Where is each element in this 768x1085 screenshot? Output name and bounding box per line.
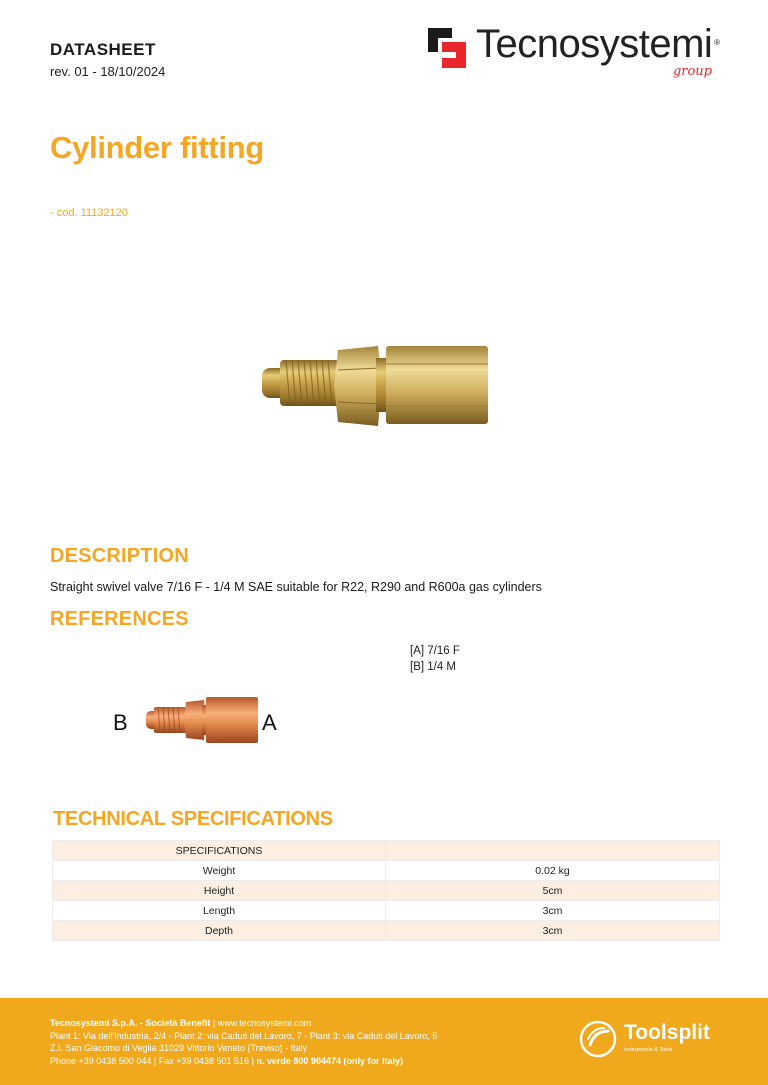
product-code: - cod. 11132120 bbox=[50, 207, 128, 219]
description-heading: DESCRIPTION bbox=[50, 545, 189, 567]
spec-name: Height bbox=[53, 881, 386, 901]
revision-date: rev. 01 - 18/10/2024 bbox=[50, 64, 166, 79]
logo-group-text: group bbox=[672, 64, 712, 79]
table-header-row bbox=[53, 841, 720, 861]
reference-item-b: [B] 1/4 M bbox=[410, 661, 457, 673]
company-name: Tecnosystemi S.p.A. - Società Benefit bbox=[50, 1018, 211, 1028]
spec-name: Depth bbox=[53, 921, 386, 941]
phone-number: Phone +39 0438 500 044 bbox=[50, 1055, 152, 1066]
fax-number: Fax +39 0438 501 516 bbox=[158, 1055, 250, 1066]
table-header-value bbox=[386, 841, 720, 861]
company-contact-info: Tecnosystemi S.p.A. - Società Benefit | www.tecnosystemi.com Plant 1: Via dell'Industria, 2/4 - Plant 2: via Caduti del Lavoro, 7 - Plant 3: via Caduti del Lavoro, 5 Z.I. San Giacomo di Veglia 31029 Vittorio Veneto (Treviso) - Italy Phone +39 0438 500 044 | Fax +39 0438 501 516 | n. verde 800 904474 (only for Italy) bbox=[50, 1018, 438, 1066]
description-text: Straight swivel valve 7/16 F - 1/4 M SAE suitable for R22, R290 and R600a gas cylinders bbox=[50, 580, 542, 594]
reference-label-b: B bbox=[113, 710, 128, 735]
toll-free-number: n. verde 800 904474 (only for Italy) bbox=[256, 1055, 403, 1066]
company-address: Z.I. San Giacomo di Veglia 31029 Vittorio Veneto (Treviso) - Italy bbox=[50, 1043, 308, 1053]
table-row bbox=[53, 901, 720, 921]
document-header bbox=[50, 40, 165, 79]
product-photo bbox=[254, 330, 494, 440]
reference-diagram bbox=[110, 690, 300, 750]
references-list bbox=[410, 643, 460, 675]
spec-value: 3cm bbox=[386, 921, 720, 941]
tecnosystemi-logo-mark-icon bbox=[428, 28, 466, 68]
spec-name: Length bbox=[53, 901, 386, 921]
table-row bbox=[53, 921, 720, 941]
logo-wordmark: Tecnosystemi bbox=[476, 22, 713, 66]
spec-value: 5cm bbox=[386, 881, 720, 901]
toolsplit-wordmark: Toolsplit bbox=[624, 1021, 710, 1044]
toolsplit-tagline: Instruments & Tools bbox=[624, 1047, 673, 1053]
document-type: DATASHEET bbox=[50, 40, 156, 59]
tecnosystemi-logo bbox=[428, 22, 720, 84]
company-website-link[interactable]: www.tecnosystemi.com bbox=[217, 1018, 312, 1028]
references-heading: REFERENCES bbox=[50, 608, 189, 630]
technical-specifications-heading: TECHNICAL SPECIFICATIONS bbox=[53, 808, 333, 830]
product-title: Cylinder fitting bbox=[50, 130, 264, 165]
table-row bbox=[53, 881, 720, 901]
table-header-specifications: SPECIFICATIONS bbox=[53, 841, 386, 861]
spec-value: 3cm bbox=[386, 901, 720, 921]
table-row bbox=[53, 861, 720, 881]
reference-label-a: A bbox=[262, 710, 277, 735]
registered-mark: ® bbox=[714, 38, 720, 47]
spec-name: Weight bbox=[53, 861, 386, 881]
toolsplit-logo bbox=[578, 1019, 718, 1059]
spec-value: 0.02 kg bbox=[386, 861, 720, 881]
specifications-table bbox=[52, 840, 720, 941]
reference-fitting-illustration bbox=[142, 693, 262, 747]
page-footer bbox=[0, 998, 768, 1085]
reference-item-a: [A] 7/16 F bbox=[410, 645, 460, 657]
toolsplit-logo-mark-icon bbox=[578, 1019, 618, 1059]
plant-addresses: Plant 1: Via dell'Industria, 2/4 - Plant 2: via Caduti del Lavoro, 7 - Plant 3: via Caduti del Lavoro, 5 bbox=[50, 1030, 438, 1041]
